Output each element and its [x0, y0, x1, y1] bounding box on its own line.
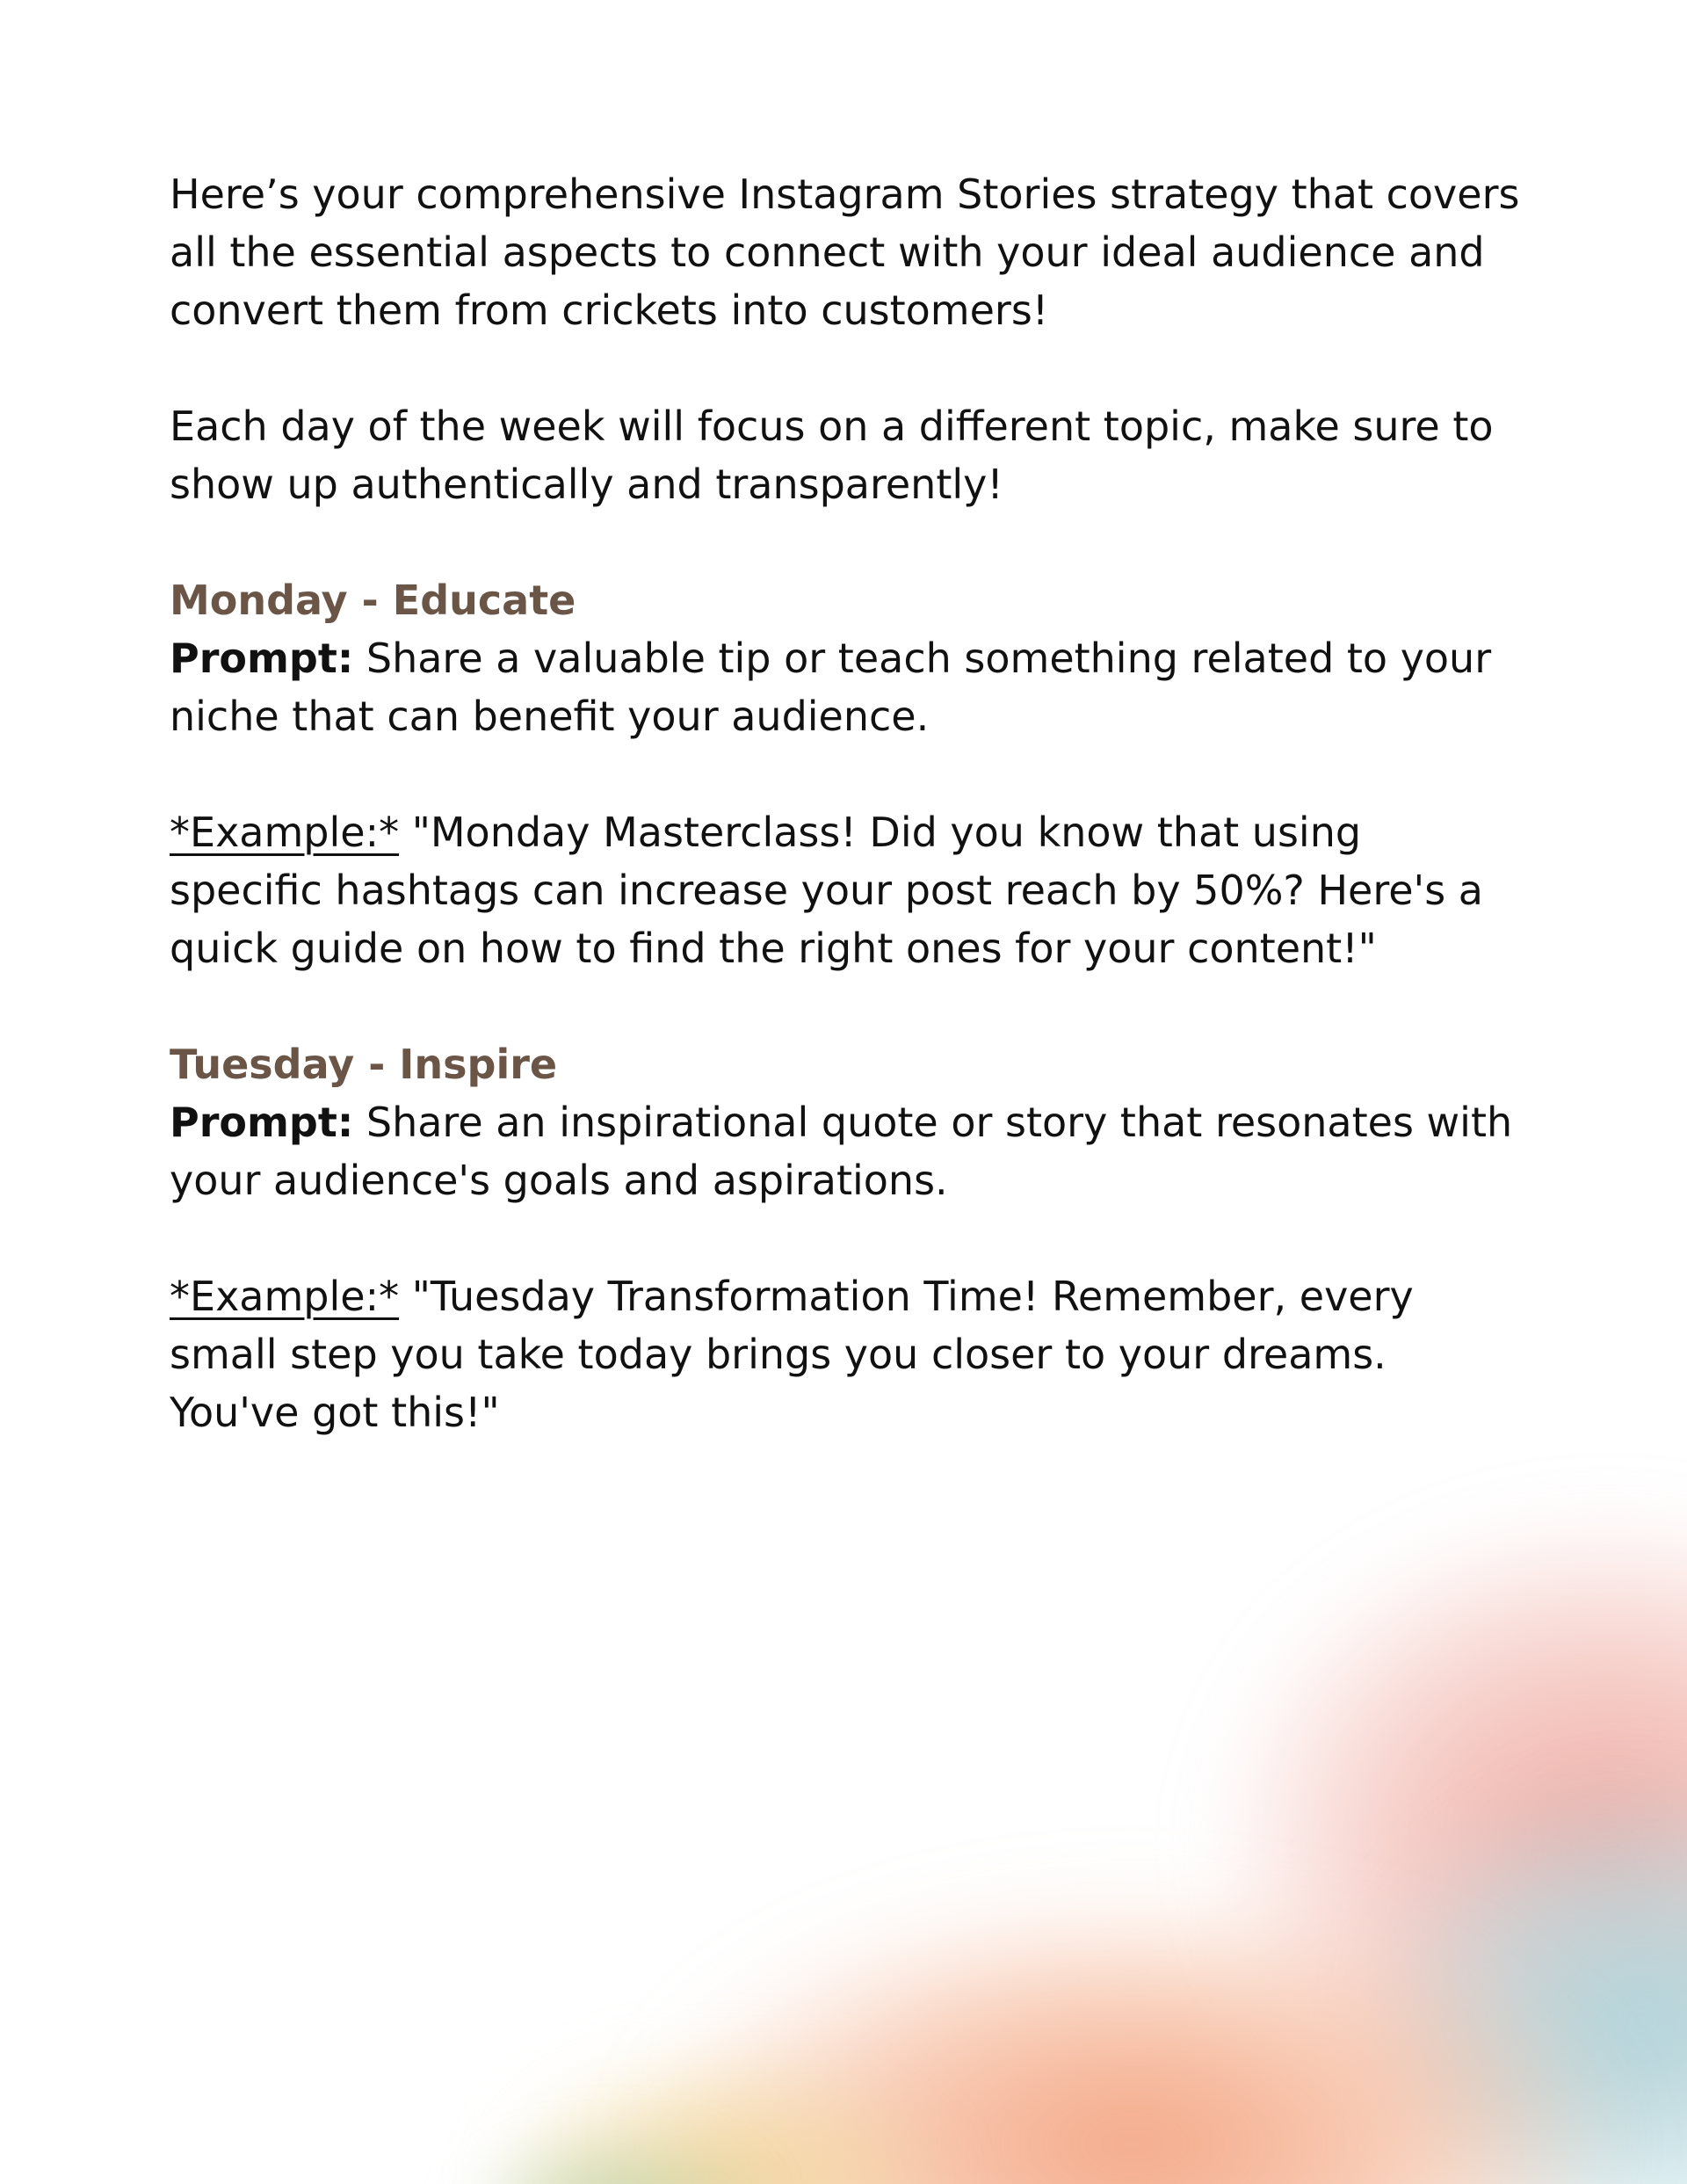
monday-heading: Monday - Educate — [170, 577, 576, 624]
decorative-blue-gradient — [1371, 1775, 1687, 2184]
monday-example-text: "Monday Masterclass! Did you know that using specific hashtags can increase your post reach by 50%? Here's a quick guide on how to find the right ones for your content!" — [170, 809, 1483, 972]
monday-prompt-label: Prompt: — [170, 635, 354, 682]
monday-prompt-text: Share a valuable tip or teach something related to your niche that can benefit your audience. — [170, 635, 1492, 740]
tuesday-prompt-label: Prompt: — [170, 1099, 354, 1146]
tuesday-heading: Tuesday - Inspire — [170, 1041, 558, 1088]
intro-paragraph-1: Here’s your comprehensive Instagram Stories strategy that covers all the essential aspects to connect with your ideal audience and convert them from crickets into customers! — [170, 171, 1520, 334]
monday-prompt — [170, 629, 1523, 745]
tuesday-example-text: "Tuesday Transformation Time! Remember, every small step you take today brings you closer to your dreams. You've got this!" — [170, 1273, 1414, 1436]
document-content — [170, 165, 1523, 1441]
monday-example-label: *Example:* — [170, 809, 400, 856]
monday-section — [170, 571, 1523, 977]
tuesday-section — [170, 1035, 1523, 1441]
decorative-yellow-gradient — [492, 2048, 949, 2184]
decorative-orange-gradient — [650, 1898, 1617, 2184]
tuesday-prompt-text: Share an inspirational quote or story that resonates with your audience's goals and aspirations. — [170, 1099, 1513, 1204]
tuesday-example-label: *Example:* — [170, 1273, 400, 1320]
tuesday-prompt — [170, 1093, 1523, 1209]
decorative-pink-gradient — [1213, 1512, 1687, 2180]
tuesday-example — [170, 1267, 1523, 1441]
intro-paragraph-2: Each day of the week will focus on a different topic, make sure to show up authentically and transparently! — [170, 403, 1494, 508]
monday-example — [170, 803, 1523, 977]
decorative-green-gradient — [457, 2127, 773, 2184]
